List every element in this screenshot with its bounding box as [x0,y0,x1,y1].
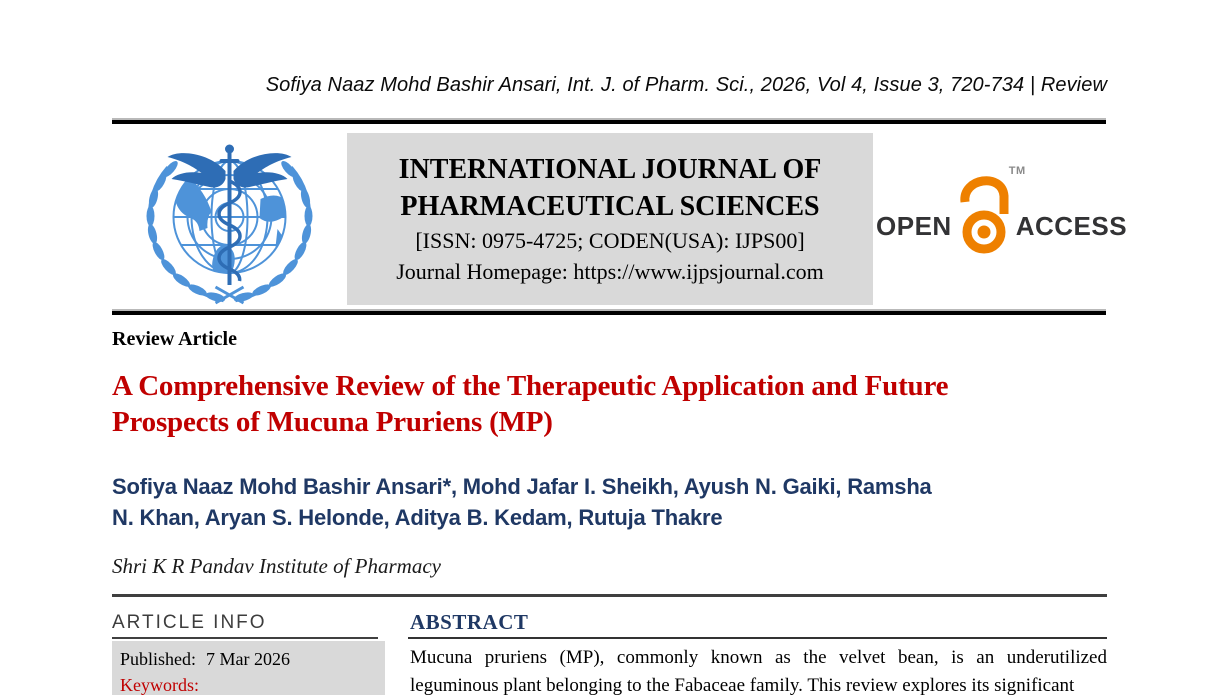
published-line [112,646,385,672]
article-info-heading: ARTICLE INFO [112,612,267,633]
paper-title-line1: A Comprehensive Review of the Therapeutic Application and Future [112,370,949,402]
keywords-label: Keywords: [120,675,199,695]
running-head: Sofiya Naaz Mohd Bashir Ansari, Int. J. of Pharm. Sci., 2026, Vol 4, Issue 3, 720-734 | Review [265,74,1107,96]
open-access-access-label: ACCESS [1015,211,1128,241]
published-label: Published: [120,649,197,669]
author-list [112,471,1112,533]
published-date: 7 Mar 2026 [206,649,291,669]
journal-homepage-link[interactable]: Journal Homepage: https://www.ijpsjournal.com [396,259,824,284]
masthead-bottom-rule [112,311,1106,315]
open-access-open-label: OPEN [876,211,952,241]
journal-title-line2: PHARMACEUTICAL SCIENCES [400,191,820,222]
section-divider-rule [112,594,1107,597]
abstract-underline [408,637,1107,639]
globe-caduceus-icon [127,137,333,305]
article-type-label: Review Article [112,328,237,350]
abstract-heading: ABSTRACT [410,610,529,634]
affiliation: Shri K R Pandav Institute of Pharmacy [112,554,441,578]
author-list-line2: N. Khan, Aryan S. Helonde, Aditya B. Kedam, Rutuja Thakre [112,505,723,530]
paper-title [112,368,1112,440]
journal-title-line1: INTERNATIONAL JOURNAL OF [398,154,822,185]
masthead-box [347,133,873,305]
open-lock-icon [958,165,1026,256]
article-info-underline [112,637,378,639]
author-list-line1: Sofiya Naaz Mohd Bashir Ansari*, Mohd Jafar I. Sheikh, Ayush N. Gaiki, Ramsha [112,474,932,499]
journal-logo [127,137,333,305]
abstract-body: Mucuna pruriens (MP), commonly known as the velvet bean, is an underutilized leguminous plant belonging to the Fabaceae family. This review explores its significant [410,647,1107,695]
open-access-logo [876,165,1128,256]
trademark-label: TM [1008,165,1026,177]
article-info-block [112,641,385,695]
journal-issn-coden: [ISSN: 0975-4725; CODEN(USA): IJPS00] [415,228,805,253]
paper-title-line2: Prospects of Mucuna Pruriens (MP) [112,406,553,438]
top-rule [112,120,1106,124]
